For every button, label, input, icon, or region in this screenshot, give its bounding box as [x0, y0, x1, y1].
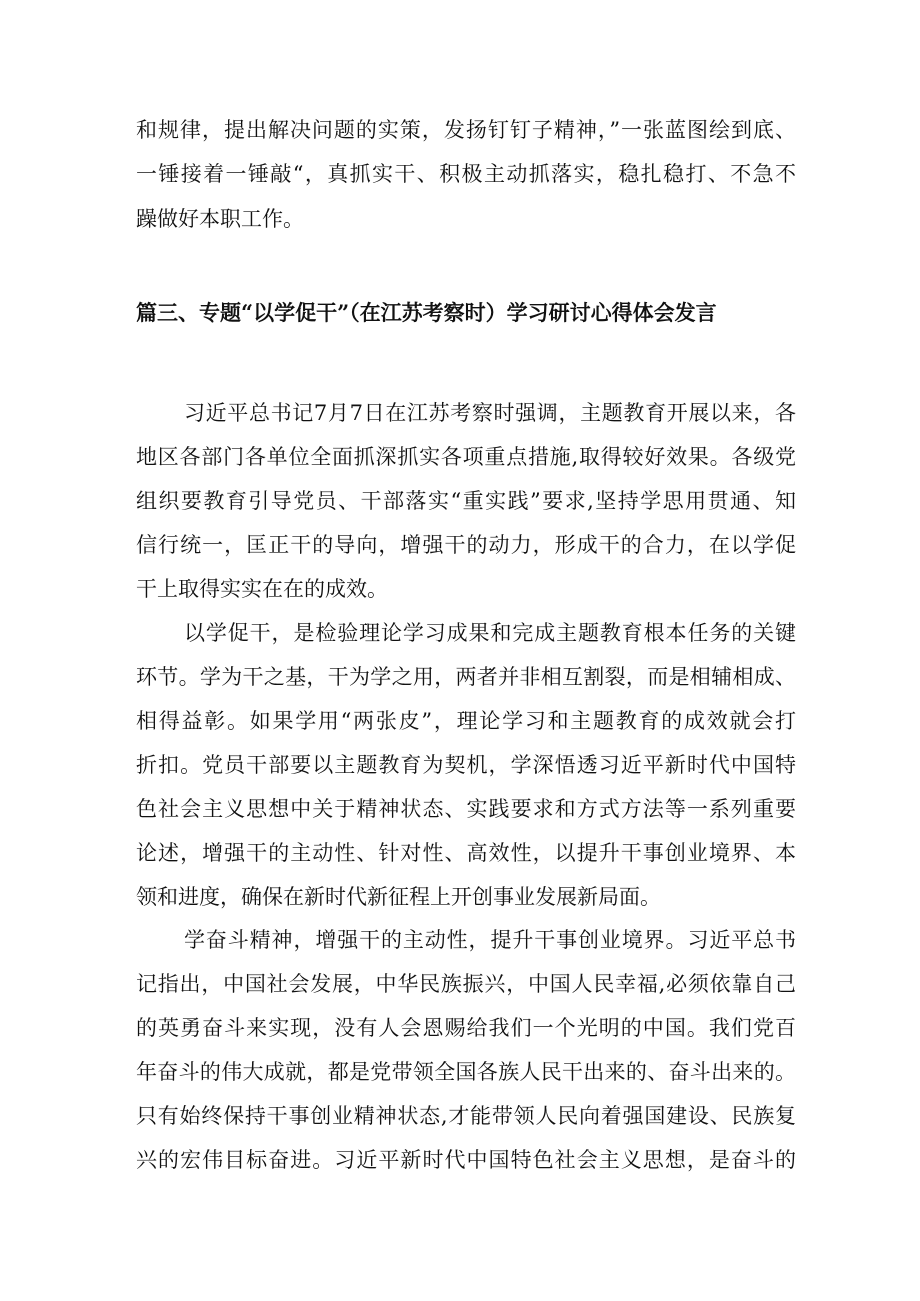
text-line: 色社会主义思想中关于精神状态、实践要求和方式方法等一系列重要	[136, 797, 796, 821]
text-line: 一锤接着一锤敲“，真抓实干、积极主动抓落实，稳扎稳打、不急不	[136, 162, 796, 186]
text-line: 环节。学为干之基，干为学之用，两者并非相互割裂，而是相辅相成、	[136, 665, 796, 689]
text-line: 论述，增强干的主动性、针对性、高效性，以提升干事创业境界、本	[136, 841, 796, 865]
text-line: 习近平总书记7月7日在江苏考察时强调，主题教育开展以来，各	[184, 401, 796, 425]
text-line: 组织要教育引导党员、干部落实“重实践”要求,坚持学思用贯通、知	[136, 489, 796, 513]
text-line: 兴的宏伟目标奋进。习近平新时代中国特色社会主义思想，是奋斗的	[136, 1148, 796, 1172]
section-heading: 篇三、专题“以学促干”（在江苏考察时）学习研讨心得体会发言	[136, 300, 717, 325]
text-line: 年奋斗的伟大成就，都是党带领全国各族人民干出来的、奋斗出来的。	[136, 1060, 796, 1084]
text-line: 干上取得实实在在的成效。	[136, 577, 388, 601]
text-line: 学奋斗精神，增强干的主动性，提升干事创业境界。习近平总书	[184, 928, 796, 952]
text-line: 记指出，中国社会发展，中华民族振兴，中国人民幸福,必须依靠自己	[136, 972, 796, 996]
text-line: 只有始终保持干事创业精神状态,才能带领人民向着强国建设、民族复	[136, 1104, 796, 1128]
text-line: 领和进度，确保在新时代新征程上开创事业发展新局面。	[136, 885, 661, 909]
text-line: 折扣。党员干部要以主题教育为契机，学深悟透习近平新时代中国特	[136, 753, 796, 777]
text-line: 以学促干，是检验理论学习成果和完成主题教育根本任务的关键	[184, 621, 796, 645]
text-line: 和规律，提出解决问题的实策，发扬钉钉子精神，”一张蓝图绘到底、	[136, 118, 796, 142]
text-line: 的英勇奋斗来实现，没有人会恩赐给我们一个光明的中国。我们党百	[136, 1016, 796, 1040]
text-line: 相得益彰。如果学用“两张皮”，理论学习和主题教育的成效就会打	[136, 709, 796, 733]
text-line: 躁做好本职工作。	[136, 207, 304, 231]
text-line: 地区各部门各单位全面抓深抓实各项重点措施,取得较好效果。各级党	[136, 445, 796, 469]
text-line: 信行统一，匡正干的导向，增强干的动力，形成干的合力，在以学促	[136, 533, 796, 557]
